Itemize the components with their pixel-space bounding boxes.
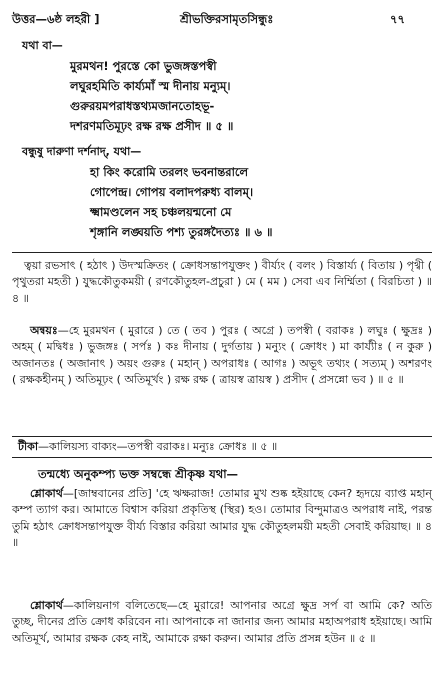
verse-line: হা কিং করোমি তরলং ভবনান্তরালে	[90, 165, 249, 179]
verse-line: শৃঙ্গানি লঙ্ঘয়তি পশ্য তুরঙ্গদৈত্যঃ ॥ ৬ ॥	[90, 225, 273, 239]
shlokartha-label: শ্লোকার্থ	[30, 599, 63, 612]
verse-line: গোপেন্দ্র। গোপয় বলাদপরুধ্য বালম্‌।	[90, 185, 254, 199]
anvaya-label: অন্বয়ঃ	[30, 324, 58, 337]
section-divider	[12, 252, 432, 253]
verse-line: লঘুরহমিতি কার্য্যমাঁ স্ম দীনায় মন্যুম্‌।	[70, 79, 231, 93]
section-title: তন্মধ্যে অনুকম্প্য ভক্ত সম্বন্ধে শ্রীকৃষ্ণ যথা—	[38, 467, 239, 481]
example-intro: বন্ধুষু দারুণা দর্শনাদ্‌, যথা—	[22, 145, 142, 158]
verse-block-1	[70, 58, 233, 138]
anvaya-paragraph	[12, 323, 432, 389]
shlokartha-paragraph-2	[12, 598, 432, 647]
tika-label: টীকা	[18, 440, 39, 453]
tika-text: —কালিয়স্য বাক্যং—তপস্বী বরাকঃ। মন্যুঃ ক্রোধঃ ॥ ৫ ॥	[38, 440, 278, 453]
verse-block-2	[90, 164, 273, 244]
verse-line: দশরণমতিমূঢ়ং রক্ষ রক্ষ প্রসীদ ॥ ৫ ॥	[70, 119, 234, 133]
page-number: ৭৭	[390, 12, 405, 26]
verse-line: গুরুরয়মপরাধস্তথ্যমজানতোহভূ-	[70, 99, 215, 113]
shlokartha-text: —[জাম্ববানের প্রতি] 'হে ঋক্ষরাজ! তোমার মুখ শুষ্ক হইয়াছে কেন? হৃদয়ে ব্যাপ্ত মহান্‌ কম্প ত্যাগ কর। আমাতে বিশ্বাস করিয়া প্রকৃতিস্থ (স্থির) হও। তোমার বিন্দুমাত্রও অপরাধ নাই, পরন্ত তুমি হঠাৎ ক্রোধসন্তাপযুক্ত বীর্য্য বিস্তার করিয়া আমার যুদ্ধ কৌতুহলময়ী মহতী সেবাই করিয়াছ। ॥ ৪ ॥	[12, 487, 432, 550]
shlokartha-text: —কালিয়নাগ বলিতেছে—হে মুরারে! আপনার অগ্রে ক্ষুদ্র সর্প বা আমি কে? অতি তুচ্ছ, দীনের প্রতি ক্রোধ করিবেন না। আপনাকে না জানার জন্য আমার মহাঅপরাধ হইয়াছে। আমি অতিমূর্খ, আমার রক্ষক কেহ নাই, আমাকে রক্ষা করুন। আমার প্রতি প্রসন্ন হউন ॥ ৫ ॥	[12, 599, 432, 645]
verse-line: মুরমথন! পুরস্তে কো ভুজঙ্গস্তপস্বী	[70, 59, 217, 73]
shlokartha-paragraph-1	[12, 486, 432, 552]
tika-line	[18, 439, 277, 454]
example-intro: যথা বা—	[22, 39, 63, 52]
running-header-title: শ্রীভক্তিরসামৃতসিন্ধুঃ	[180, 12, 274, 26]
shlokartha-label: শ্লোকার্থ	[30, 487, 63, 500]
tika-box	[12, 436, 432, 458]
commentary-paragraph: ত্বয়া রভসাৎ ( হঠাৎ ) উদস্মক্রিতং ( ক্রোধসন্তাপযুক্তং ) বীর্য্যং ( বলং ) বিস্তার্য্য ( বিতায় ) পৃথ্বী ( পৃথুতরা মহতী ) যুদ্ধকৌতুকময়ী ( রণকৌতুহল-প্রচুরা ) মে ( মম ) সেবা এব নির্ম্মিতা ( বিরচিতা ) ॥ ৪ ॥	[12, 259, 432, 305]
running-header-left: উত্তর—৬ষ্ঠ লহরী ]	[12, 12, 100, 26]
verse-line: ক্ষ্মামণ্ডলেন সহ চঞ্চলয়ন্মনো মে	[90, 205, 232, 219]
anvaya-text: —হে মুরমথন ( মুরারে ) তে ( তব ) পুরঃ ( অগ্রে ) তপস্বী ( বরাকঃ ) লঘুঃ ( ক্ষুদ্রঃ ) অহম্‌ ( মদ্বিধঃ ) ভুজঙ্গঃ ( সর্পঃ ) কঃ দীনায় ( দুর্গতায় ) মন্যুং ( ক্রোধং ) মা কার্য্যীঃ ( ন কুরু ) অজানতঃ ( অজানাৎ ) অয়ং গুরুঃ ( মহান্‌ ) অপরাধঃ ( আগঃ ) অভূৎ তথ্যং ( সত্যম্‌ ) অশরণং ( রক্ষকহীনম্‌ ) অতিমূঢ়ং ( অতিমূর্খং ) রক্ষ রক্ষ ( ত্রায়স্ব ত্রায়স্ব ) প্রসীদ ( প্রসন্নো ভব ) ॥ ৫ ॥	[12, 324, 432, 387]
